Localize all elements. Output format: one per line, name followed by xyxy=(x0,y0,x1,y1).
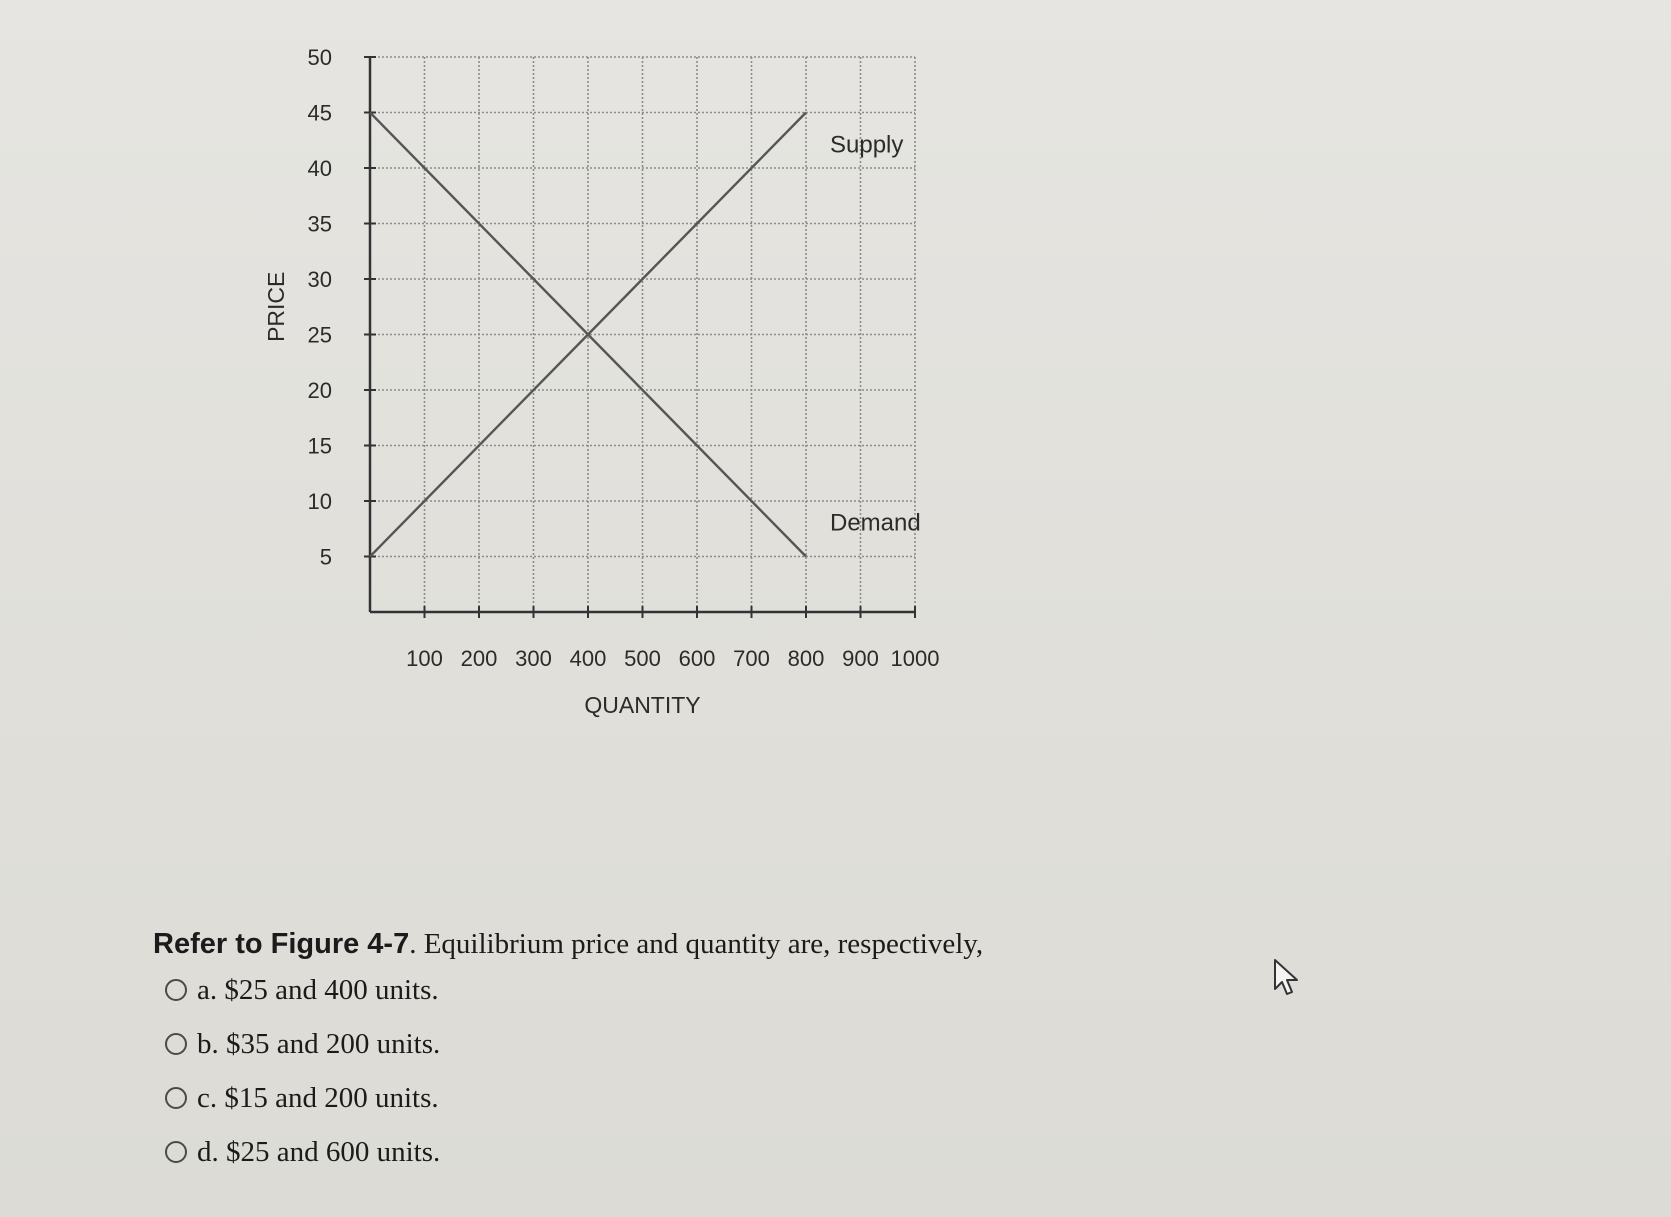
chart-labels xyxy=(263,45,939,718)
x-tick-label: 400 xyxy=(569,646,607,671)
x-tick-label: 300 xyxy=(515,646,552,671)
x-tick-label: 600 xyxy=(678,646,716,671)
option-c[interactable] xyxy=(165,1078,440,1118)
y-tick-label: 20 xyxy=(307,378,332,403)
x-tick-label: 500 xyxy=(624,646,661,671)
y-tick-label: 45 xyxy=(307,100,332,126)
radio-button-icon[interactable] xyxy=(165,1033,187,1055)
option-d[interactable] xyxy=(165,1132,440,1172)
demand-label: Demand xyxy=(830,509,921,537)
y-tick-label: 40 xyxy=(307,156,332,181)
x-tick-label: 100 xyxy=(406,646,443,671)
x-tick-label: 700 xyxy=(733,646,770,671)
y-tick-label: 35 xyxy=(307,211,332,237)
mouse-pointer-icon xyxy=(1272,958,1302,998)
option-b[interactable] xyxy=(165,1024,440,1064)
y-tick-label: 30 xyxy=(307,267,332,292)
option-b-label: b. $35 and 200 units. xyxy=(197,1027,441,1060)
option-a-label: a. $25 and 400 units. xyxy=(197,973,439,1006)
x-axis-title: QUANTITY xyxy=(584,692,701,718)
y-axis-title: PRICE xyxy=(263,271,289,342)
x-tick-label: 1000 xyxy=(890,646,940,671)
y-tick-label: 10 xyxy=(307,489,332,514)
question-prompt xyxy=(153,927,983,962)
y-tick-label: 50 xyxy=(307,45,332,70)
y-tick-label: 5 xyxy=(319,544,332,570)
x-tick-label: 800 xyxy=(787,646,825,671)
figure-reference: Refer to Figure 4-7 xyxy=(153,928,410,960)
radio-button-icon[interactable] xyxy=(165,1087,187,1109)
question-text: . Equilibrium price and quantity are, respectively, xyxy=(409,928,984,960)
x-tick-label: 900 xyxy=(842,646,879,671)
x-tick-label: 200 xyxy=(460,646,498,671)
answer-options xyxy=(165,970,440,1186)
supply-label: Supply xyxy=(830,131,904,159)
option-c-label: c. $15 and 200 units. xyxy=(197,1081,439,1114)
radio-button-icon[interactable] xyxy=(165,979,187,1001)
y-tick-label: 25 xyxy=(307,322,332,348)
option-a[interactable] xyxy=(165,970,440,1010)
radio-button-icon[interactable] xyxy=(165,1141,187,1163)
option-d-label: d. $25 and 600 units. xyxy=(197,1135,441,1168)
y-tick-label: 15 xyxy=(307,433,332,459)
